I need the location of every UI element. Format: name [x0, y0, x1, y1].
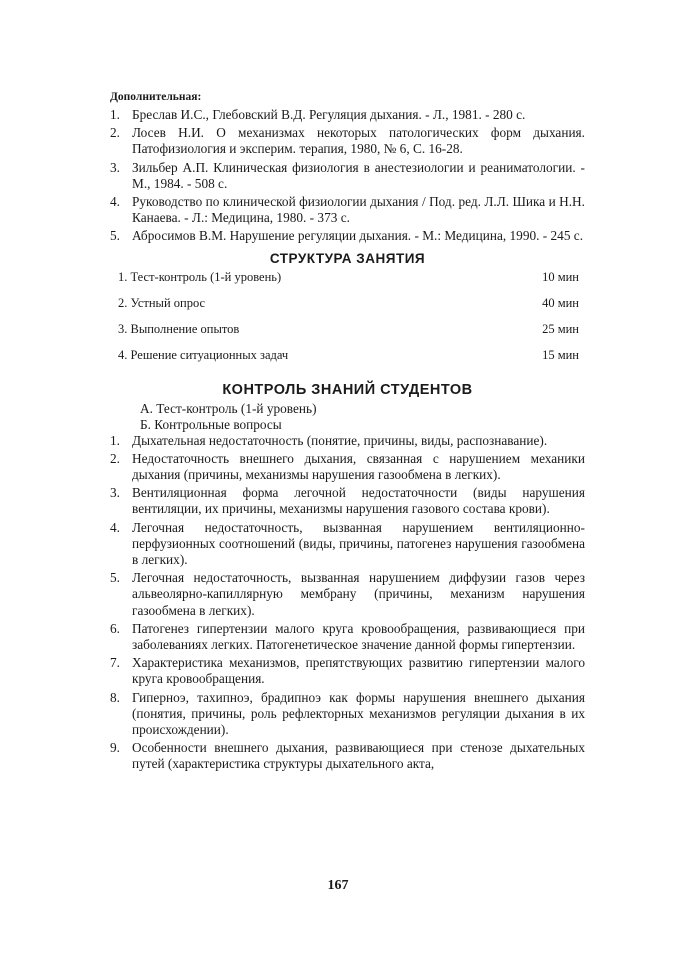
- list-item: [110, 485, 585, 517]
- control-questions-list: [110, 433, 585, 773]
- list-item: [110, 621, 585, 653]
- structure-row: [110, 270, 585, 296]
- list-item: [110, 740, 585, 772]
- document-page: [110, 90, 585, 775]
- item-text: Легочная недостаточность, вызванная нарушением вентиляционно-перфузионных соотношений (виды, причины, патогенез нарушения газообмена в легких).: [132, 519, 585, 568]
- item-text: Дыхательная недостаточность (понятие, причины, виды, распознавание).: [132, 432, 548, 448]
- structure-label: 3. Выполнение опытов: [118, 321, 240, 336]
- list-item: [110, 655, 585, 687]
- page-number: 167: [327, 878, 349, 893]
- item-text: Абросимов В.М. Нарушение регуляции дыхания. - М.: Медицина, 1990. - 245 с.: [132, 228, 584, 244]
- structure-table: [110, 270, 585, 374]
- item-number: 3.: [110, 159, 120, 175]
- list-item: [110, 520, 585, 569]
- list-item: [110, 433, 585, 449]
- list-item: [110, 160, 585, 192]
- item-number: 3.: [110, 485, 120, 501]
- item-number: 4.: [110, 519, 120, 535]
- list-item: [110, 194, 585, 226]
- item-text: Лосев Н.И. О механизмах некоторых патологических форм дыхания. Патофизиология и эксперим. терапия, 1980, № 6, С. 16-28.: [132, 125, 585, 157]
- item-number: 5.: [110, 570, 120, 586]
- structure-time: 15 мин: [542, 347, 579, 362]
- item-number: 8.: [110, 689, 120, 705]
- item-text: Легочная недостаточность, вызванная нарушением диффузии газов через альвеолярно-капиллярную мембрану (причины, механизм нарушения газообмена в легких).: [132, 570, 585, 618]
- control-title: КОНТРОЛЬ ЗНАНИЙ СТУДЕНТОВ: [222, 381, 473, 398]
- list-item: [110, 690, 585, 739]
- structure-time: 40 мин: [542, 295, 579, 310]
- item-text: Руководство по клинической физиологии дыхания / Под. ред. Л.Л. Шика и Н.Н. Канаева. - Л.: Медицина, 1980. - 373 с.: [132, 194, 585, 226]
- item-text: Бреслав И.С., Глебовский В.Д. Регуляция дыхания. - Л., 1981. - 280 с.: [132, 107, 526, 122]
- item-number: 1.: [110, 107, 120, 122]
- structure-row: [110, 296, 585, 322]
- list-item: [110, 451, 585, 483]
- item-text: Особенности внешнего дыхания, развивающиеся при стенозе дыхательных путей (характеристика структуры дыхательного акта,: [132, 740, 585, 772]
- structure-label: 2. Устный опрос: [118, 295, 206, 310]
- item-number: 5.: [110, 228, 120, 244]
- structure-title: СТРУКТУРА ЗАНЯТИЯ: [269, 250, 426, 266]
- item-text: Характеристика механизмов, препятствующих развитию гипертензии малого круга кровообращения.: [132, 655, 585, 687]
- list-item: [110, 228, 585, 244]
- structure-label: 4. Решение ситуационных задач: [118, 347, 289, 362]
- item-number: 2.: [110, 450, 120, 466]
- item-text: Патогенез гипертензии малого круга кровообращения, развивающиеся при заболеваниях легких. Патогенетическое значение данной формы гипертензии.: [132, 620, 585, 653]
- additional-literature-list: [110, 107, 585, 245]
- item-number: 1.: [110, 432, 120, 448]
- control-subheading-b: Б. Контрольные вопросы: [140, 416, 282, 432]
- item-text: Вентиляционная форма легочной недостаточности (виды нарушения вентиляции, их причины, механизмы нарушения газового состава крови).: [132, 485, 585, 517]
- list-item: [110, 107, 585, 123]
- item-text: Зильбер А.П. Клиническая физиология в анестезиологии и реаниматологии. - М., 1984. - 508 с.: [132, 159, 585, 191]
- item-number: 6.: [110, 620, 120, 636]
- item-text: Недостаточность внешнего дыхания, связанная с нарушением механики дыхания (причины, механизмы нарушения газообмена в легких).: [132, 450, 585, 483]
- item-number: 4.: [110, 194, 120, 210]
- structure-row: [110, 322, 585, 348]
- item-text: Гиперноэ, тахипноэ, брадипноэ как формы нарушения внешнего дыхания (понятия, причины, роль рефлекторных механизмов регуляции дыхания в их происхождении).: [132, 689, 585, 738]
- structure-time: 10 мин: [542, 269, 579, 284]
- control-subheading-a: А. Тест-контроль (1-й уровень): [140, 400, 317, 416]
- structure-label: 1. Тест-контроль (1-й уровень): [118, 269, 282, 284]
- structure-row: [110, 348, 585, 374]
- item-number: 2.: [110, 125, 120, 141]
- additional-literature-heading: Дополнительная:: [110, 91, 202, 103]
- item-number: 9.: [110, 740, 120, 756]
- item-number: 7.: [110, 655, 120, 671]
- structure-time: 25 мин: [542, 321, 579, 336]
- list-item: [110, 125, 585, 157]
- list-item: [110, 570, 585, 619]
